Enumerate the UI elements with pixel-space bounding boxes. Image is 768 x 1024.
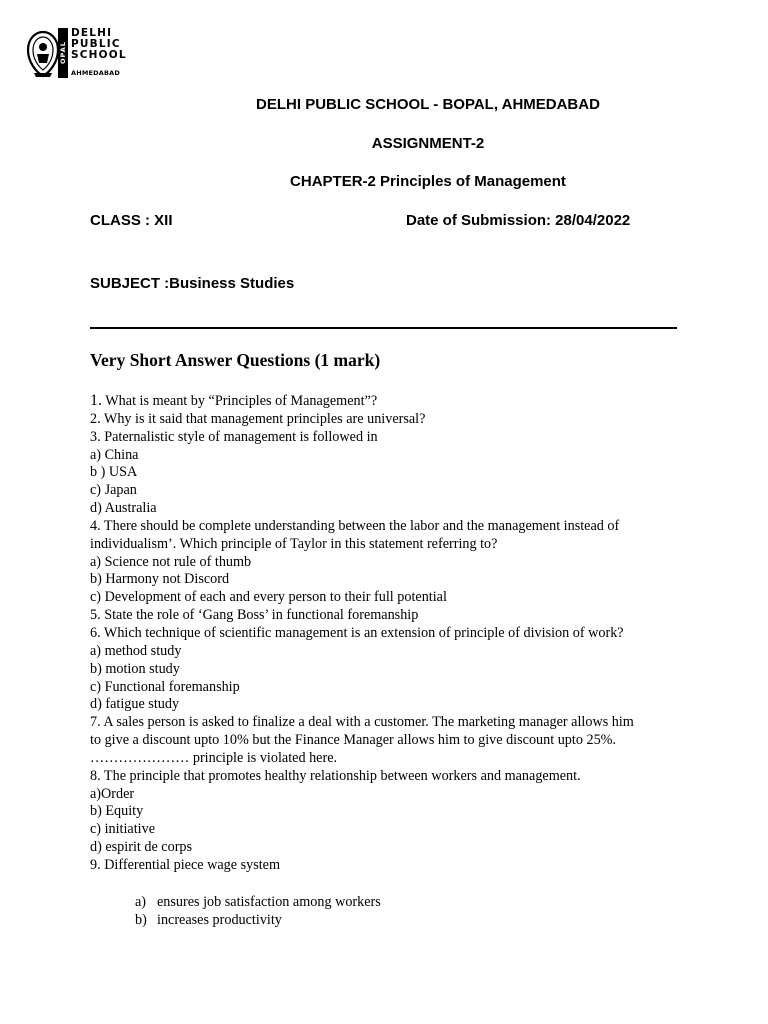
submission-date: Date of Submission: 28/04/2022 [406, 212, 631, 229]
question-line: a) Science not rule of thumb [90, 553, 252, 570]
logo-line-1: DELHI [71, 27, 113, 39]
question-line: c) initiative [90, 821, 156, 838]
school-logo [26, 27, 127, 80]
school-crest-icon [26, 30, 60, 78]
logo-line-3: SCHOOL [71, 49, 127, 61]
section-title: Very Short Answer Questions (1 mark) [90, 350, 381, 370]
q9-options [135, 893, 381, 929]
question-line: 8. The principle that promotes healthy relationship between workers and management. [90, 767, 581, 784]
question-line: to give a discount upto 10% but the Finance Manager allows him to give discount upto 25%. [90, 732, 617, 749]
question-line: a)Order [90, 785, 135, 802]
question-line: 3. Paternalistic style of management is followed in [90, 428, 378, 445]
question-line: a) China [90, 446, 139, 463]
question-line: d) fatigue study [90, 696, 180, 713]
q9-option-b: b) increases productivity [135, 912, 282, 928]
logo-line-2: PUBLIC [71, 38, 121, 50]
logo-wordmark [71, 28, 127, 61]
question-line: individualism’. Which principle of Taylor in this statement referring to? [90, 535, 498, 552]
question-line: b) Harmony not Discord [90, 571, 230, 588]
subject-label: SUBJECT :Business Studies [90, 275, 295, 292]
divider-line [90, 327, 677, 329]
logo-vertical-bar: OPAL [58, 28, 68, 78]
question-line: b ) USA [90, 464, 138, 481]
question-line: ………………… principle is violated here. [90, 749, 338, 766]
class-label: CLASS : XII [90, 212, 173, 229]
assignment-heading: ASSIGNMENT-2 [371, 135, 485, 152]
question-line: b) Equity [90, 803, 144, 820]
question-line: 9. Differential piece wage system [90, 856, 281, 873]
question-line: 7. A sales person is asked to finalize a deal with a customer. The marketing manager allows him [90, 714, 634, 731]
question-line: c) Functional foremanship [90, 678, 240, 695]
question-line: 5. State the role of ‘Gang Boss’ in functional foremanship [90, 607, 419, 624]
question-line: b) motion study [90, 660, 180, 677]
q9-option-a: a) ensures job satisfaction among workers [135, 894, 381, 910]
question-list [90, 392, 710, 875]
chapter-heading: CHAPTER-2 Principles of Management [290, 173, 566, 190]
question-line: 2. Why is it said that management principles are universal? [90, 410, 426, 427]
logo-subtitle: AHMEDABAD [71, 69, 120, 77]
question-line: c) Japan [90, 482, 137, 499]
question-line: a) method study [90, 642, 182, 659]
question-line: 4. There should be complete understanding between the labor and the management instead of [90, 517, 620, 534]
school-name-heading: DELHI PUBLIC SCHOOL - BOPAL, AHMEDABAD [256, 96, 600, 113]
question-line: c) Development of each and every person to their full potential [90, 589, 447, 606]
question-1: 1. What is meant by “Principles of Management”? [90, 392, 378, 409]
question-line: 6. Which technique of scientific management is an extension of principle of division of work? [90, 624, 624, 641]
question-line: d) espirit de corps [90, 839, 193, 856]
question-line: d) Australia [90, 500, 157, 517]
